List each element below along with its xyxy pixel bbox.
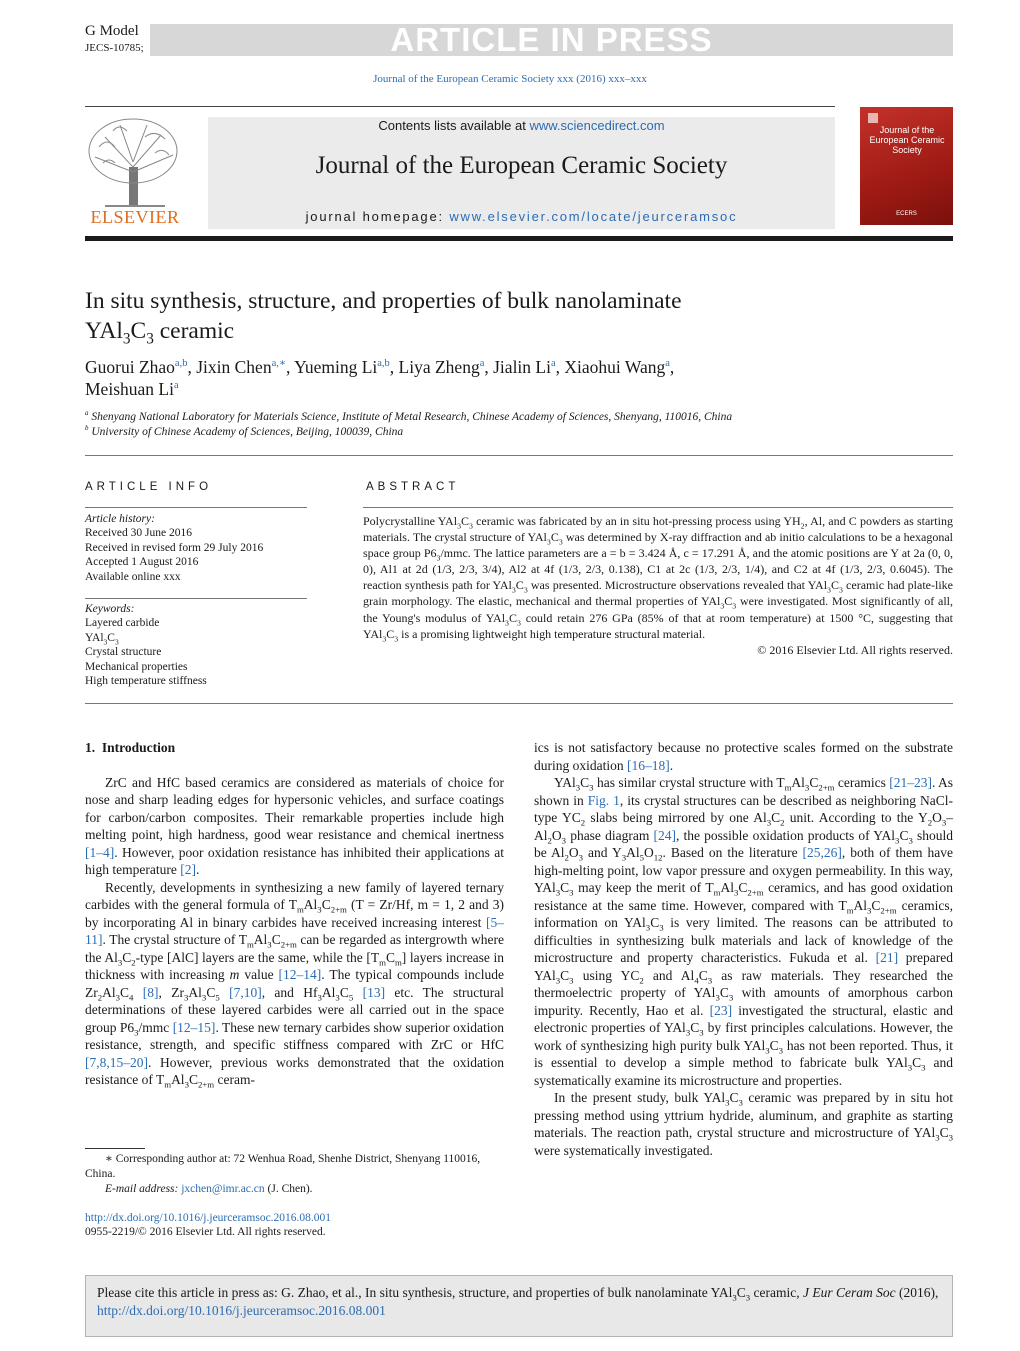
contents-line: Contents lists available at www.sciencedirect.com (378, 118, 665, 133)
header-thick-rule (85, 236, 953, 241)
header-rule (85, 106, 835, 107)
footnote-rule (85, 1148, 145, 1149)
citation-box: Please cite this article in press as: G. Zhao, et al., In situ synthesis, structure, and properties of bulk nanolaminate $YAl_3C_3$ ceramic, J Eur Ceram Soc (2016), http://dx.doi.org/10.1016/j.jeurceramsoc.2016.08.001 (85, 1275, 953, 1337)
journal-homepage: journal homepage: www.elsevier.com/locate/jeurceramsoc (305, 209, 738, 224)
doi-link[interactable]: http://dx.doi.org/10.1016/j.jeurceramsoc.2016.08.001 (85, 1212, 332, 1224)
journal-cover-thumbnail[interactable] (860, 107, 953, 225)
footnote: ∗ Corresponding author at: 72 Wenhua Road, Shenhe District, Shenyang 110016, China. E-mail address: jxchen@imr.ac.cn (J. Chen). (85, 1153, 481, 1195)
elsevier-wordmark: ELSEVIER (90, 207, 180, 227)
copyright: © 2016 Elsevier Ltd. All rights reserved. (757, 642, 953, 657)
author-name[interactable]: Xiaohui Wang$^a$ (564, 357, 670, 377)
author-name[interactable]: Jialin Li$^a$ (493, 357, 556, 377)
g-model-label: G Model (85, 23, 139, 39)
affiliation-b: $^b$ University of Chinese Academy of Sciences, Beijing, 100039, China (85, 425, 404, 438)
homepage-link[interactable]: www.elsevier.com/locate/jeurceramsoc (449, 209, 738, 224)
email-link[interactable]: jxchen@imr.ac.cn (181, 1183, 265, 1195)
author-list: Guorui Zhao$^{a,b}$, Jixin Chen$^{a,∗}$, Yueming Li$^{a,b}$, Liya Zheng$^a$, Jialin Li$^a$, Xiaohui Wang$^a$, Meishuan Li$^a$ (85, 357, 675, 399)
doi-block: http://dx.doi.org/10.1016/j.jeurceramsoc.2016.08.001 0955-2219/© 2016 Elsevier Ltd. All rights reserved. (85, 1211, 504, 1240)
article-history: Article history: Received 30 June 2016 Received in revised form 29 July 2016 Accepted 1 August 2016 Available online xxx (85, 513, 264, 583)
article-info-rule (85, 507, 307, 508)
article-info-heading: ARTICLE INFO (85, 481, 213, 493)
author-name[interactable]: Meishuan Li$^a$ (85, 379, 179, 399)
sciencedirect-link[interactable]: www.sciencedirect.com (529, 118, 665, 133)
section-rule (85, 455, 953, 456)
author-name[interactable]: Yueming Li$^{a,b}$ (294, 357, 390, 377)
author-name[interactable]: Liya Zheng$^a$ (398, 357, 485, 377)
journal-reference[interactable]: Journal of the European Ceramic Society xxx (2016) xxx–xxx (373, 73, 647, 85)
cover-logo-mark (868, 113, 878, 123)
manuscript-id: JECS-10785; (85, 42, 144, 54)
cover-title: Journal of the European Ceramic Society (869, 125, 945, 155)
abstract-heading: ABSTRACT (366, 481, 460, 493)
body-rule (85, 703, 953, 704)
intro-right-column: ics is not satisfactory because no protective scales formed on the substrate during oxidation [16–18]. $YAl_3C_3$ has similar crystal structure with $T_mAl_3C_{2+m}$ ceramics [21–23]. As shown in Fig. 1, its crystal structures can be described as neighboring NaCl-type $YC_2$ slabs being mirrored by one $Al_3C_2$ unit. According to the $Y_2O_3-Al_2O_3$ phase diagram [24], the possible oxidation products of $YAl_3C_3$ should be $Al_2O_3$ and $Y_3Al_5O_{12}$. Based on the literature [25,26], both of them have high-melting point, low vapor pressure and oxygen permeability. In this way, $YAl_3C_3$ may keep the merit of $T_mAl_3C_{2+m}$ ceramics, and has good oxidation resistance at the same time. However, compared with $T_mAl_3C_{2+m}$ ceramics, information on $YAl_3C_3$ is very limited. The reasons can be attributed to difficulties in synthesizing bulk materials and lack of knowledge of the microstructure and property characteristics. Fukuda et al. [21] prepared $YAl_3C_3$ using $YC_2$ and $Al_4C_3$ as raw materials. They researched the thermoelectric property of $YAl_3C_3$ with amounts of amorphous carbon impurity. Recently, Hao et al. [23] investigated the structural, elastic and electronic properties of $YAl_3C_3$ by first principles calculations. However, the work of synthesizing high purity bulk $YAl_3C_3$ has not been reported. Thus, it is essential to develop a simple method to fabricate bulk $YAl_3C_3$ and systematically examine its microstructure and properties. In the present study, bulk $YAl_3C_3$ ceramic was prepared by in situ hot pressing method using yttrium hydride, aluminum, and graphite as starting materials. The reaction path, crystal structure and microstructure of $YAl_3C_3$ were systematically investigated. (534, 740, 954, 1158)
author-name[interactable]: Jixin Chen$^{a,∗}$ (196, 357, 287, 377)
abstract-rule (363, 507, 953, 508)
article-title: In situ synthesis, structure, and properties of bulk nanolaminate $YAl_3C_3$ ceramic (85, 288, 682, 348)
cover-footer: ECERS (896, 211, 917, 217)
elsevier-logo (85, 117, 185, 227)
citation-doi-link[interactable]: http://dx.doi.org/10.1016/j.jeurceramsoc.2016.08.001 (97, 1303, 386, 1318)
affiliation-a: $^a$ Shenyang National Laboratory for Materials Science, Institute of Metal Research, Chinese Academy of Sciences, Shenyang, 110016, China (85, 410, 733, 423)
author-name[interactable]: Guorui Zhao$^{a,b}$ (85, 357, 188, 377)
article-in-press-banner: ARTICLE IN PRESS (150, 24, 953, 56)
abstract-text: Polycrystalline $YAl_3C_3$ ceramic was fabricated by an in situ hot-pressing process using $YH_2$, Al, and C powders as starting materials. The crystal structure of $YAl_3C_3$ was determined by X-ray diffraction and ab initio calculations to be a hexagonal space group $P6_3$/mmc. The lattice parameters are a = b = 3.424 Å, c = 17.291 Å, and the atomic positions are Y at 2a (0, 0, 0), Al1 at 2d (1/3, 2/3, 3/4), Al2 at 4f (1/3, 2/3, 0.138), C1 at 2c (1/3, 2/3, 1/4), and C2 at 4f (1/3, 2/3, 0.6045). The reaction synthesis path for $YAl_3C_3$ was presented. Microstructure observations revealed that $YAl_3C_3$ ceramic had plate-like grain morphology. The elastic, mechanical and thermal properties of $YAl_3C_3$ were investigated. Most significantly of all, the Young's modulus of $YAl_3C_3$ could retain 276 GPa (85% of that at room temperature) at 1500 °C, suggesting that $YAl_3C_3$ is a promising lightweight high temperature structural material. © 2016 Elsevier Ltd. All rights reserved. (363, 514, 953, 657)
journal-title: Journal of the European Ceramic Society (315, 152, 728, 179)
keywords: Keywords: Layered carbide $YAl_3C_3$ Crystal structure Mechanical properties High temperature stiffness (85, 603, 207, 688)
intro-heading: 1. Introduction (85, 740, 176, 755)
keywords-rule (85, 598, 307, 599)
intro-left-column: 1. Introduction ZrC and HfC based ceramics are considered as materials of choice for nose and sharp leading edges for hypersonic vehicles, and surface coatings for carbon/carbon composites. Their remarkable properties include high melting point, high hardness, good wear resistance and chemical inertness [1–4]. However, poor oxidation resistance has inhibited their applications at high temperature [2]. Recently, developments in synthesizing a new family of layered ternary carbides with the general formula of $T_mAl_3C_{2+m}$ (T = Zr/Hf, m = 1, 2 and 3) by incorporating Al in binary carbides have received increasing interest [5–11]. The crystal structure of $T_mAl_3C_{2+m}$ can be regarded as intergrowth where the $Al_3C_2$-type [AlC] layers are the same, while the $[T_mC_m]$ layers increase in thickness with increasing m value [12–14]. The typical compounds include $Zr_2Al_3C_4$ [8], $Zr_3Al_3C_5$ [7,10], and $Hf_3Al_3C_5$ [13] etc. The structural determinations of these layered carbides were all carried out in the space group $P6_3$/mmc [12–15]. These new ternary carbides show superior oxidation resistance, strength, and specific stiffness compared with ZrC or HfC [7,8,15–20]. However, previous works demonstrated that the oxidation resistance of $T_mAl_3C_{2+m}$ ceram- (85, 740, 505, 1090)
